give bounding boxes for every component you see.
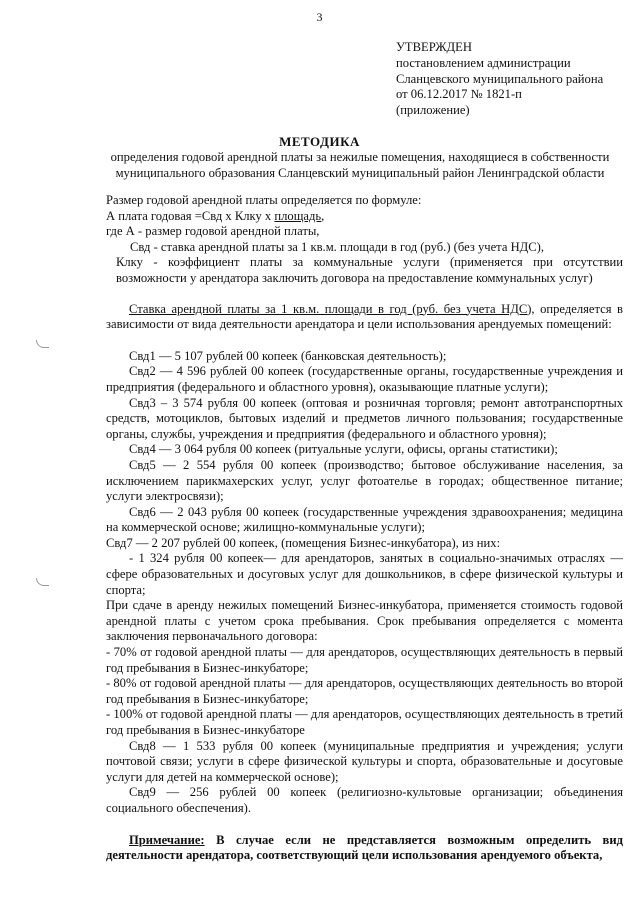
rate-paragraph xyxy=(106,302,623,333)
document-title: МЕТОДИКА xyxy=(279,134,360,149)
formula-line xyxy=(106,209,623,225)
approval-line: (приложение) xyxy=(396,103,470,118)
scan-mark xyxy=(36,578,49,586)
rate-svd6: Свд6 — 2 043 рубля 00 копеек (государственные учреждения здравоохранения; медицина на коммерческой основе; жилищно-коммунальные услуги); xyxy=(106,504,623,535)
incubator-100: - 100% от годовой арендной платы — для арендаторов, осуществляющих деятельность в третий год пребывания в Бизнес-инкубаторе xyxy=(106,707,623,737)
formula-klku: Клку - коэффициент платы за коммунальные услуги (применяется при отсутствии возможности у арендатора заключить договора на предоставление коммунальных услуг) xyxy=(116,255,623,285)
formula-text: А плата годовая =Свд х Клку х xyxy=(106,208,275,223)
document-body xyxy=(106,193,623,864)
note-paragraph xyxy=(106,833,623,864)
rate-paragraph-underlined: Ставка арендной платы за 1 кв.м. площади в год (руб. без учета НДС), xyxy=(129,301,535,316)
rate-svd1: Свд1 — 5 107 рублей 00 копеек (банковская деятельность); xyxy=(129,348,447,363)
page-number: 3 xyxy=(316,10,323,24)
rate-svd7: Свд7 — 2 207 рублей 00 копеек, (помещения Бизнес-инкубатора), из них: xyxy=(106,535,501,550)
approval-line: от 06.12.2017 № 1821-п xyxy=(396,87,522,102)
rate-svd9: Свд9 — 256 рублей 00 копеек (религиозно-культовые организации; объединения социального обеспечения). xyxy=(106,785,623,815)
approval-line: Сланцевского муниципального района xyxy=(396,71,604,86)
scan-mark xyxy=(36,340,49,348)
approval-line: УТВЕРЖДЕН xyxy=(396,40,472,54)
formula-where: где А - размер годовой арендной платы, xyxy=(106,224,320,239)
document-subtitle: определения годовой арендной платы за нежилые помещения, находящиеся в собственности муниципального образования Сланцевский муниципальный район Ленинградской области xyxy=(110,150,610,180)
note-label: Примечание: xyxy=(129,832,205,847)
incubator-70: - 70% от годовой арендной платы — для арендаторов, осуществляющих деятельность в первый год пребывания в Бизнес-инкубаторе; xyxy=(106,645,623,675)
rate-svd3: Свд3 – 3 574 рубля 00 копеек (оптовая и розничная торговля; ремонт автотранспортных средств, мотоциклов, бытовых изделий и предметов личного пользования; государственные органы, службы, учреждения и предприятия (федерального и областного уровня); xyxy=(106,395,623,441)
approval-line: постановлением администрации xyxy=(396,55,571,70)
rate-svd8: Свд8 — 1 533 рубля 00 копеек (муниципальные предприятия и учреждения; услуги почтовой связи; услуги в сфере физической культуры и спорта, образовательные и досуговые услуги для детей на коммерческой основе); xyxy=(106,738,623,784)
rate-svd4: Свд4 — 3 064 рубля 00 копеек (ритуальные услуги, офисы, органы статистики); xyxy=(129,442,558,457)
formula-end: , xyxy=(321,208,325,223)
incubator-paragraph: При сдаче в аренду нежилых помещений Бизнес-инкубатора, применяется стоимость годовой арендной платы с учетом срока пребывания. Срок пребывания определяется с момента заключения первоначального договора: xyxy=(106,598,623,644)
approval-stamp xyxy=(396,40,636,119)
rate-svd5: Свд5 — 2 554 рубля 00 копеек (производство; бытовое обслуживание населения, за исключением парикмахерских услуг, услуг фотоателье в городах; общественное питание; услуги электросвязи); xyxy=(106,457,623,504)
rate-svd7-sub: - 1 324 рубля 00 копеек— для арендаторов, занятых в социально-значимых отраслях — сфере образовательных и досуговых услуг для дошкольников, в сфере физической культуры и спорта; xyxy=(106,551,623,597)
note-text: В случае если не представляется возможным определить вид деятельности арендатора, соответствующий цели использования арендуемого объекта, xyxy=(106,832,623,863)
formula-underlined: площадь xyxy=(274,208,322,223)
formula-intro: Размер годовой арендной платы определяется по формуле: xyxy=(106,193,422,207)
formula-svd: Свд - ставка арендной платы за 1 кв.м. площади в год (руб.) (без учета НДС), xyxy=(130,239,545,254)
rate-svd2: Свд2 — 4 596 рублей 00 копеек (государственные органы, государственные учреждения и предприятия (федерального и областного уровня), оказывающие платные услуги); xyxy=(106,364,623,394)
rate-paragraph-text: определяется в зависимости от вида деятельности арендатора и цели использования арендуемых помещений: xyxy=(106,301,623,332)
incubator-80: - 80% от годовой арендной платы — для арендаторов, осуществляющих деятельность во второй год пребывания в Бизнес-инкубаторе; xyxy=(106,676,623,706)
